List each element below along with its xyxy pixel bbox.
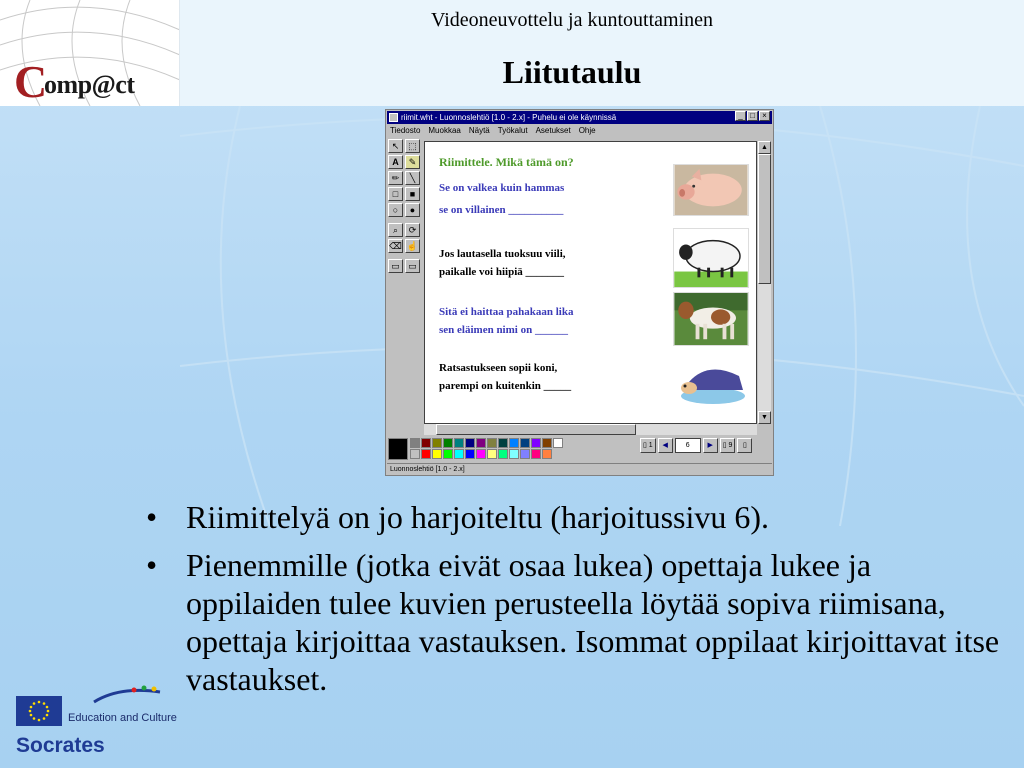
horse-picture — [673, 292, 749, 346]
palette-color[interactable] — [443, 449, 453, 459]
window-title: riimit.wht - Luonnoslehtiö [1.0 - 2.x] - Puhelu ei ole käynnissä — [401, 113, 617, 122]
rectangle-outline-icon[interactable]: □ — [388, 187, 403, 201]
last-page-number: 9 — [728, 442, 733, 449]
birds-logo-icon — [90, 682, 170, 706]
ellipse-outline-icon[interactable]: ○ — [388, 203, 403, 217]
pen-icon[interactable]: ✏ — [388, 171, 403, 185]
slide-title: Liitutaulu — [502, 54, 642, 90]
palette-color[interactable] — [421, 438, 431, 448]
menu-settings[interactable]: Asetukset — [535, 126, 571, 135]
toolbox — [388, 139, 422, 375]
whiteboard-canvas[interactable] — [424, 141, 757, 424]
palette-color[interactable] — [454, 449, 464, 459]
palette-color[interactable] — [498, 449, 508, 459]
palette-color[interactable] — [432, 438, 442, 448]
palette-color[interactable] — [432, 449, 442, 459]
palette-color[interactable] — [476, 438, 486, 448]
palette-color[interactable] — [531, 449, 541, 459]
lock-icon[interactable]: ⟳ — [405, 223, 420, 237]
rhyme-question: Riimittele. Mikä tämä on? — [439, 155, 574, 169]
sheep-picture — [673, 228, 749, 288]
palette-color[interactable] — [465, 449, 475, 459]
palette-color[interactable] — [410, 438, 420, 448]
text-tool-icon[interactable]: A — [388, 155, 403, 169]
logo-letter-c: C — [14, 56, 48, 106]
palette-color[interactable] — [410, 449, 420, 459]
bullet-item — [146, 498, 1012, 536]
select-arrow-icon[interactable]: ↖ — [388, 139, 403, 153]
highlighter-icon[interactable]: ✎ — [405, 155, 420, 169]
rhyme-line: Ratsastukseen sopii koni, — [439, 362, 558, 374]
line-icon[interactable]: ╲ — [405, 171, 420, 185]
palette-color[interactable] — [476, 449, 486, 459]
menu-help[interactable]: Ohje — [578, 126, 596, 135]
scroll-down-icon[interactable]: ▼ — [758, 411, 771, 424]
last-page-button[interactable]: ▯ 9 — [720, 438, 736, 453]
whiteboard-window — [385, 109, 774, 476]
rectangle-filled-icon[interactable]: ■ — [405, 187, 420, 201]
menu-tools[interactable]: Työkalut — [497, 126, 528, 135]
page-navigation — [640, 438, 752, 454]
screen-capture-icon[interactable]: ▭ — [388, 259, 403, 273]
rhyme-line: paikalle voi hiipiä _______ — [439, 266, 564, 278]
prev-page-icon[interactable]: ◀ — [658, 438, 673, 453]
bullet-dot: • — [146, 547, 158, 583]
maximize-button[interactable]: □ — [747, 111, 758, 121]
close-button[interactable]: × — [759, 111, 770, 121]
first-page-button[interactable]: ▯ 1 — [640, 438, 656, 453]
vertical-scroll-thumb[interactable] — [758, 154, 771, 284]
new-page-icon[interactable]: ▯ — [737, 438, 752, 453]
palette-color[interactable] — [487, 438, 497, 448]
status-bar: Luonnoslehtiö [1.0 - 2.x] — [387, 463, 772, 475]
menu-file[interactable]: Tiedosto — [390, 126, 421, 135]
horizontal-scroll-thumb[interactable] — [436, 424, 636, 435]
first-page-number: 1 — [648, 442, 653, 449]
hedgehog-picture — [673, 354, 749, 406]
palette-color[interactable] — [542, 449, 552, 459]
palette-color[interactable] — [520, 438, 530, 448]
bullet-list — [146, 498, 1012, 708]
page-number-field[interactable]: 6 — [675, 438, 701, 453]
rhyme-line: se on villainen __________ — [439, 204, 564, 216]
eu-flag-icon — [16, 696, 62, 726]
socrates-label: Socrates — [16, 734, 105, 757]
menu-edit[interactable]: Muokkaa — [428, 126, 461, 135]
menu-view[interactable]: Näytä — [468, 126, 490, 135]
logo-wordmark: omp@ct — [44, 70, 135, 99]
palette-color[interactable] — [553, 438, 563, 448]
rhyme-line: Jos lautasella tuoksuu viili, — [439, 248, 566, 260]
compact-logo — [0, 0, 180, 106]
palette-color[interactable] — [487, 449, 497, 459]
ellipse-filled-icon[interactable]: ● — [405, 203, 420, 217]
app-icon — [389, 113, 398, 122]
eraser-icon[interactable]: ⌫ — [389, 241, 402, 251]
palette-color[interactable] — [531, 438, 541, 448]
zoom-icon[interactable]: ⌕ — [388, 223, 403, 237]
window-capture-icon[interactable]: ▭ — [405, 259, 420, 273]
vertical-scrollbar[interactable] — [758, 141, 771, 424]
current-color — [388, 438, 408, 460]
rhyme-line: Se on valkea kuin hammas — [439, 182, 565, 194]
palette-color[interactable] — [542, 438, 552, 448]
minimize-button[interactable]: _ — [735, 111, 746, 121]
palette-color[interactable] — [465, 438, 475, 448]
palette-color[interactable] — [509, 438, 519, 448]
rhyme-line: Sitä ei haittaa pahakaan lika — [439, 306, 574, 318]
next-page-icon[interactable]: ▶ — [703, 438, 718, 453]
palette-color[interactable] — [454, 438, 464, 448]
presentation-subtitle: Videoneuvottelu ja kuntouttaminen — [430, 9, 714, 31]
palette-color[interactable] — [443, 438, 453, 448]
bullet-dot: • — [146, 499, 158, 535]
bullet-text: Riimittelyä on jo harjoiteltu (harjoitussivu 6). — [186, 499, 770, 535]
palette-color[interactable] — [498, 438, 508, 448]
menu-bar — [388, 125, 596, 137]
bullet-item — [146, 546, 1012, 698]
window-titlebar — [387, 111, 772, 124]
palette-color[interactable] — [520, 449, 530, 459]
palette-color[interactable] — [421, 449, 431, 459]
palette-color[interactable] — [509, 449, 519, 459]
pointer-icon[interactable]: ☝ — [406, 241, 419, 251]
pig-picture — [673, 164, 749, 216]
rhyme-line: sen eläimen nimi on ______ — [439, 324, 568, 336]
select-box-icon[interactable]: ⬚ — [405, 139, 420, 153]
bullet-text: Pienemmille (jotka eivät osaa lukea) opettaja lukee ja oppilaiden tulee kuvien perusteella löytää sopiva riimisana, opettaja kirjoittaa vastauksen. Isommat oppilaat kirjoittavat itse vastaukset. — [186, 547, 1000, 697]
scroll-up-icon[interactable]: ▲ — [758, 141, 771, 154]
education-culture-label: Education and Culture — [68, 712, 177, 724]
rhyme-line: parempi on kuitenkin _____ — [439, 380, 572, 392]
horizontal-scrollbar[interactable] — [424, 424, 757, 435]
